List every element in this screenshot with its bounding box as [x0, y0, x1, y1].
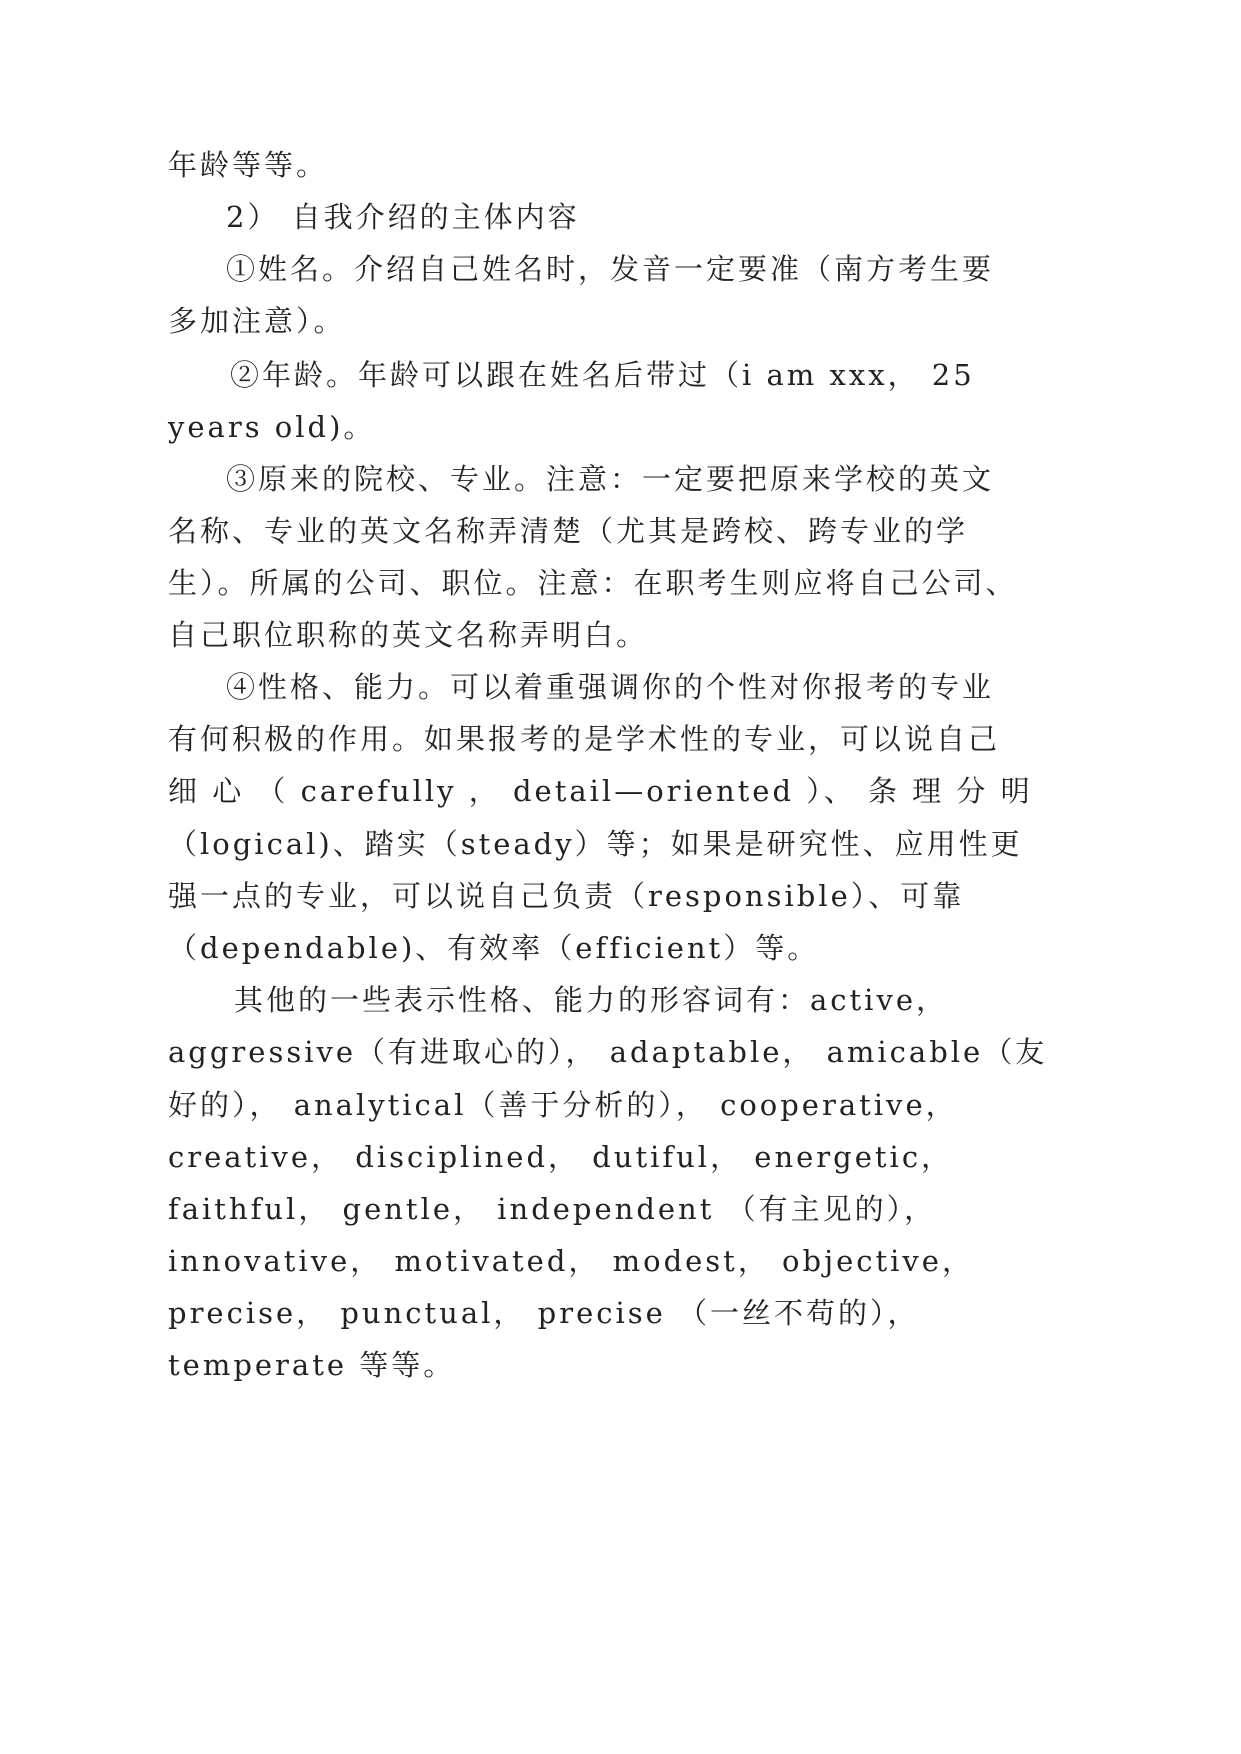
text-line: 生）。所属的公司、职位。注意：在职考生则应将自己公司、 [168, 566, 1018, 600]
text-line: innovative， motivated， modest， objective， [168, 1244, 974, 1278]
text-line: （logical)、踏实（steady）等；如果是研究性、应用性更 [168, 827, 1023, 861]
text-line: 年龄等等。 [168, 148, 329, 182]
text-line: aggressive（有进取心的）， adaptable， amicable（友 [168, 1035, 1048, 1069]
text-line: （dependable)、有效率（efficient）等。 [168, 931, 820, 965]
text-line: 多加注意）。 [168, 304, 346, 338]
text-line: ①姓名。介绍自己姓名时，发音一定要准（南方考生要 [226, 252, 995, 286]
text-line: creative， disciplined， dutiful， energetic， [168, 1140, 954, 1174]
text-line: ②年龄。年龄可以跟在姓名后带过（i am xxx， 25 [230, 358, 975, 392]
text-line: 其他的一些表示性格、能力的形容词有：active， [234, 983, 949, 1017]
text-line: faithful， gentle， independent （有主见的）， [168, 1192, 937, 1226]
text-line: 细 心 （ carefully ， detail—oriented ）、 条 理 分 明 [168, 774, 1033, 808]
text-line: years old)。 [168, 410, 376, 444]
text-line: temperate 等等。 [168, 1348, 456, 1382]
text-line: precise， punctual， precise （一丝不苟的）， [168, 1296, 920, 1330]
section-heading: 2） 自我介绍的主体内容 [226, 200, 580, 234]
text-line: 有何积极的作用。如果报考的是学术性的专业，可以说自己 [168, 722, 1001, 756]
text-line: 名称、专业的英文名称弄清楚（尤其是跨校、跨专业的学 [168, 514, 969, 548]
text-line: 好的）， analytical（善于分析的）， cooperative， [168, 1088, 958, 1122]
text-line: ③原来的院校、专业。注意：一定要把原来学校的英文 [226, 462, 995, 496]
text-line: ④性格、能力。可以着重强调你的个性对你报考的专业 [226, 670, 995, 704]
text-line: 强一点的专业，可以说自己负责（responsible）、可靠 [168, 879, 965, 913]
text-line: 自己职位职称的英文名称弄明白。 [168, 618, 649, 652]
